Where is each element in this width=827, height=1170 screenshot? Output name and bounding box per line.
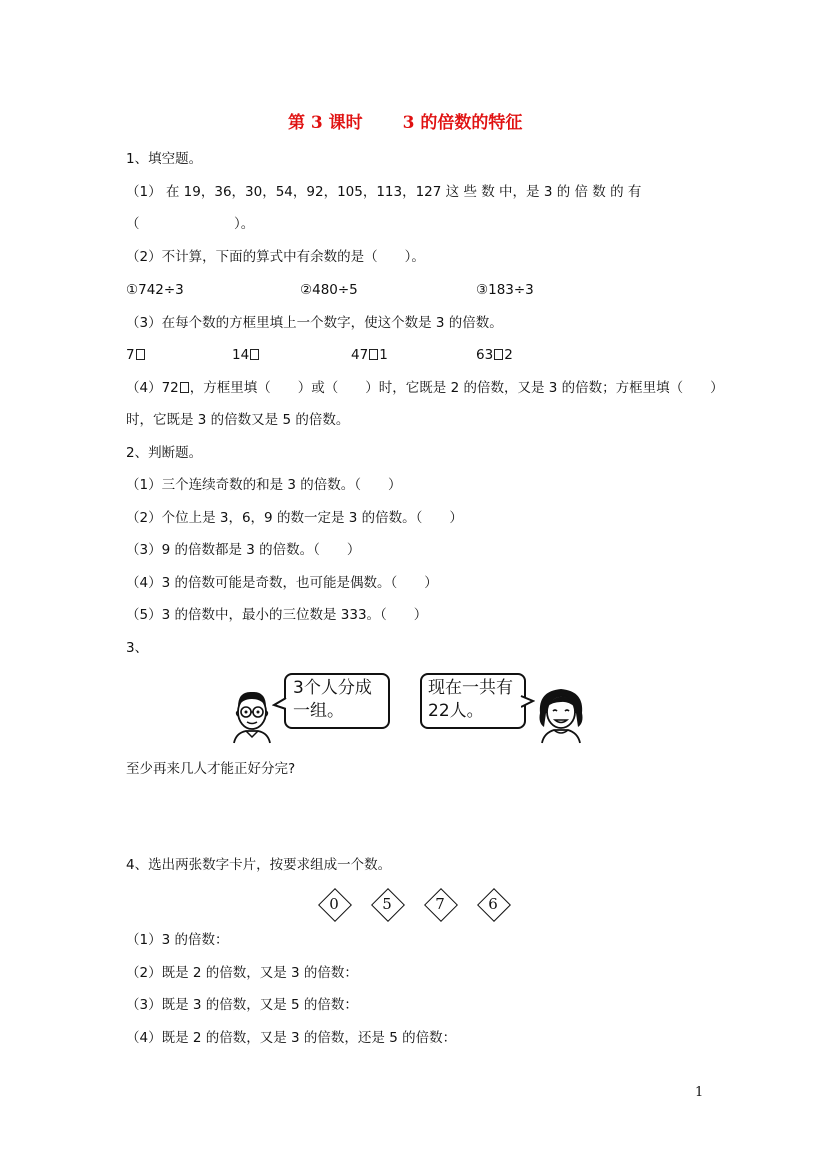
q1-part2: （2）不计算，下面的算式中有余数的是（ ）。 — [126, 249, 425, 265]
number-prefix: 7 — [126, 347, 135, 363]
q1-part1-line2: （ ）。 — [126, 216, 255, 232]
q1-part1-line1: （1） 在 19，36，30，54，92，105，113，127 这 些 数 中，是 3 的 倍 数 的 有 — [126, 184, 642, 200]
bubble-tail-right — [519, 694, 535, 710]
q1-part4-line2: 时，它既是 3 的倍数又是 5 的倍数。 — [126, 412, 350, 428]
number-prefix: 14 — [232, 347, 250, 363]
q1-part3-item-2 — [232, 346, 260, 364]
blank-box[interactable] — [494, 349, 503, 360]
q2-item: （2）个位上是 3，6，9 的数一定是 3 的倍数。（ ） — [126, 510, 463, 526]
q1-part2-option-3: ③183÷3 — [476, 282, 534, 298]
number-card-label: 6 — [488, 895, 498, 913]
q2-item: （1）三个连续奇数的和是 3 的倍数。（ ） — [126, 477, 402, 493]
q1-part3-item-4 — [476, 346, 513, 364]
q3-question: 至少再来几人才能正好分完? — [126, 761, 296, 777]
q2-item: （4）3 的倍数可能是奇数，也可能是偶数。（ ） — [126, 575, 438, 591]
part4-prefix: （4）72 — [126, 380, 179, 396]
q2-item: （3）9 的倍数都是 3 的倍数。（ ） — [126, 542, 361, 558]
page-number: 1 — [695, 1085, 704, 1100]
boy-illustration — [228, 685, 276, 747]
part4-rest: ，方框里填（ ）或（ ）时，它既是 2 的倍数，又是 3 的倍数；方框里填（ ） — [189, 380, 724, 396]
page-title: 第 3 课时 3 的倍数的特征 — [288, 113, 523, 133]
bubble-tail-left — [272, 696, 288, 712]
number-card-label: 7 — [435, 895, 445, 913]
number-prefix: 63 — [476, 347, 494, 363]
number-prefix: 47 — [351, 347, 369, 363]
blank-box[interactable] — [369, 349, 378, 360]
q1-part3: （3）在每个数的方框里填上一个数字，使这个数是 3 的倍数。 — [126, 315, 503, 331]
number-card-label: 0 — [329, 895, 339, 913]
q1-heading: 1、填空题。 — [126, 151, 203, 167]
blank-box[interactable] — [250, 349, 259, 360]
q2-heading: 2、判断题。 — [126, 445, 203, 461]
number-card-label: 5 — [382, 895, 392, 913]
q1-part4-line1 — [126, 379, 724, 397]
number-suffix: 2 — [504, 347, 513, 363]
q2-item: （5）3 的倍数中，最小的三位数是 333。（ ） — [126, 607, 428, 623]
q4-item: （1）3 的倍数： — [126, 932, 229, 948]
number-suffix: 1 — [379, 347, 388, 363]
blank-box[interactable] — [136, 349, 145, 360]
q4-item: （2）既是 2 的倍数，又是 3 的倍数： — [126, 965, 358, 981]
bubble-left-line2: 一组。 — [293, 701, 344, 721]
q1-part3-item-1 — [126, 346, 146, 364]
girl-illustration — [534, 683, 588, 745]
bubble-right-line2: 22人。 — [428, 701, 484, 721]
q3-heading: 3、 — [126, 640, 149, 656]
blank-box[interactable] — [180, 382, 189, 393]
q4-item: （3）既是 3 的倍数，又是 5 的倍数： — [126, 997, 358, 1013]
q1-part3-item-3 — [351, 346, 388, 364]
q1-part2-option-1: ①742÷3 — [126, 282, 184, 298]
q1-part2-option-2: ②480÷5 — [300, 282, 358, 298]
q4-heading: 4、选出两张数字卡片，按要求组成一个数。 — [126, 857, 392, 873]
bubble-left-line1: 3个人分成 — [293, 678, 372, 698]
q4-item: （4）既是 2 的倍数，又是 3 的倍数，还是 5 的倍数： — [126, 1030, 457, 1046]
bubble-right-line1: 现在一共有 — [428, 678, 513, 698]
